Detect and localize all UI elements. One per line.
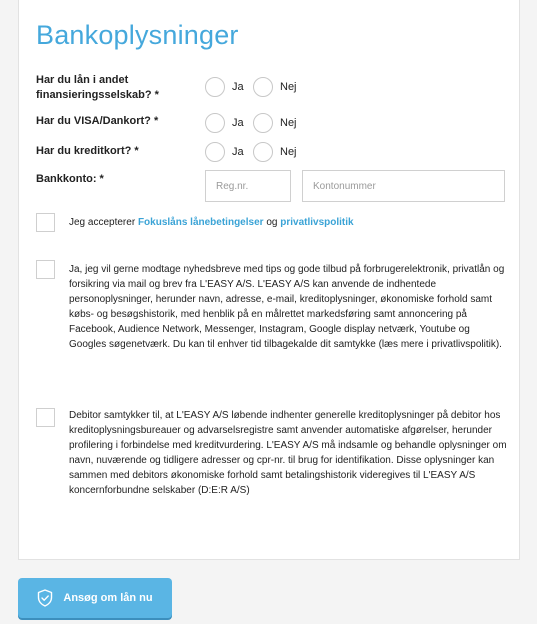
radio-credit-yes[interactable] — [205, 142, 225, 162]
radio-label: Ja — [232, 146, 244, 158]
credit-consent-text: Debitor samtykker til, at L'EASY A/S løbende indhenter generelle kreditoplysninger på debitor hos kreditoplysningsbureauer og advarselsregistre samt anvender automatiske afgørelser, herunder profilering i forbindelse med kreditvurdering. L'EASY A/S må indsamle og behandle oplysninger om navn, nuværende og tidligere adresser og cpr-nr. til brug for identifikation. Disse oplysninger kan sammen med debitors økonomiske forhold samt betalingshistorik videregives til L'EASY A/S koncernforbundne selskaber (D:E:R A/S) — [69, 410, 507, 496]
question-loan-label: Har du lån i andet finansieringsselskab? * — [36, 74, 159, 101]
apply-loan-button[interactable] — [18, 578, 172, 618]
newsletter-checkbox[interactable] — [36, 260, 55, 279]
terms-prefix: Jeg accepterer — [69, 217, 138, 228]
account-number-input[interactable] — [302, 170, 505, 202]
reg-number-input[interactable] — [205, 170, 291, 202]
newsletter-consent-text: Ja, jeg vil gerne modtage nyhedsbreve med tips og gode tilbud på forbrugerelektronik, privatlån og forsikring via mail og brev fra L'EASY A/S. L'EASY A/S kan anvende de indhentede personoplysninger, herunder navn, adresse, e-mail, kreditoplysninger, økonomiske forhold samt købs- og besøgshistorik, med henblik på en målrettet markedsføring samt annoncering på Facebook, Audience Network, Messenger, Instagram, Google display netværk, Youtube og Googles søgenetværk. Du kan til enhver tid tilbagekalde dit samtykke (læs mere i privatlivspolitik). — [69, 264, 505, 350]
radio-visa-no[interactable] — [253, 113, 273, 133]
terms-checkbox[interactable] — [36, 213, 55, 232]
radio-label: Ja — [232, 117, 244, 129]
radio-label: Nej — [280, 117, 297, 129]
bank-info-card — [18, 0, 520, 560]
shield-check-icon — [37, 589, 53, 607]
loan-terms-link[interactable]: Fokuslåns lånebetingelser — [137, 217, 264, 228]
radio-label: Nej — [280, 146, 297, 158]
question-credit-label: Har du kreditkort? * — [36, 145, 139, 157]
apply-button-label: Ansøg om lån nu — [63, 592, 153, 604]
privacy-policy-link[interactable]: privatlivspolitik — [280, 217, 354, 228]
radio-label: Nej — [280, 81, 297, 93]
question-visa-no[interactable] — [253, 113, 297, 133]
terms-middle: og — [263, 217, 281, 228]
credit-consent-checkbox[interactable] — [36, 408, 55, 427]
terms-text — [69, 215, 509, 230]
question-loan-yes[interactable] — [205, 77, 244, 97]
radio-visa-yes[interactable] — [205, 113, 225, 133]
bank-account-label: Bankkonto: * — [36, 173, 104, 185]
page-title: Bankoplysninger — [36, 20, 239, 50]
question-credit-yes[interactable] — [205, 142, 244, 162]
radio-loan-no[interactable] — [253, 77, 273, 97]
question-credit-no[interactable] — [253, 142, 297, 162]
question-loan-no[interactable] — [253, 77, 297, 97]
radio-loan-yes[interactable] — [205, 77, 225, 97]
radio-label: Ja — [232, 81, 244, 93]
question-visa-label: Har du VISA/Dankort? * — [36, 115, 159, 127]
question-visa-yes[interactable] — [205, 113, 244, 133]
radio-credit-no[interactable] — [253, 142, 273, 162]
